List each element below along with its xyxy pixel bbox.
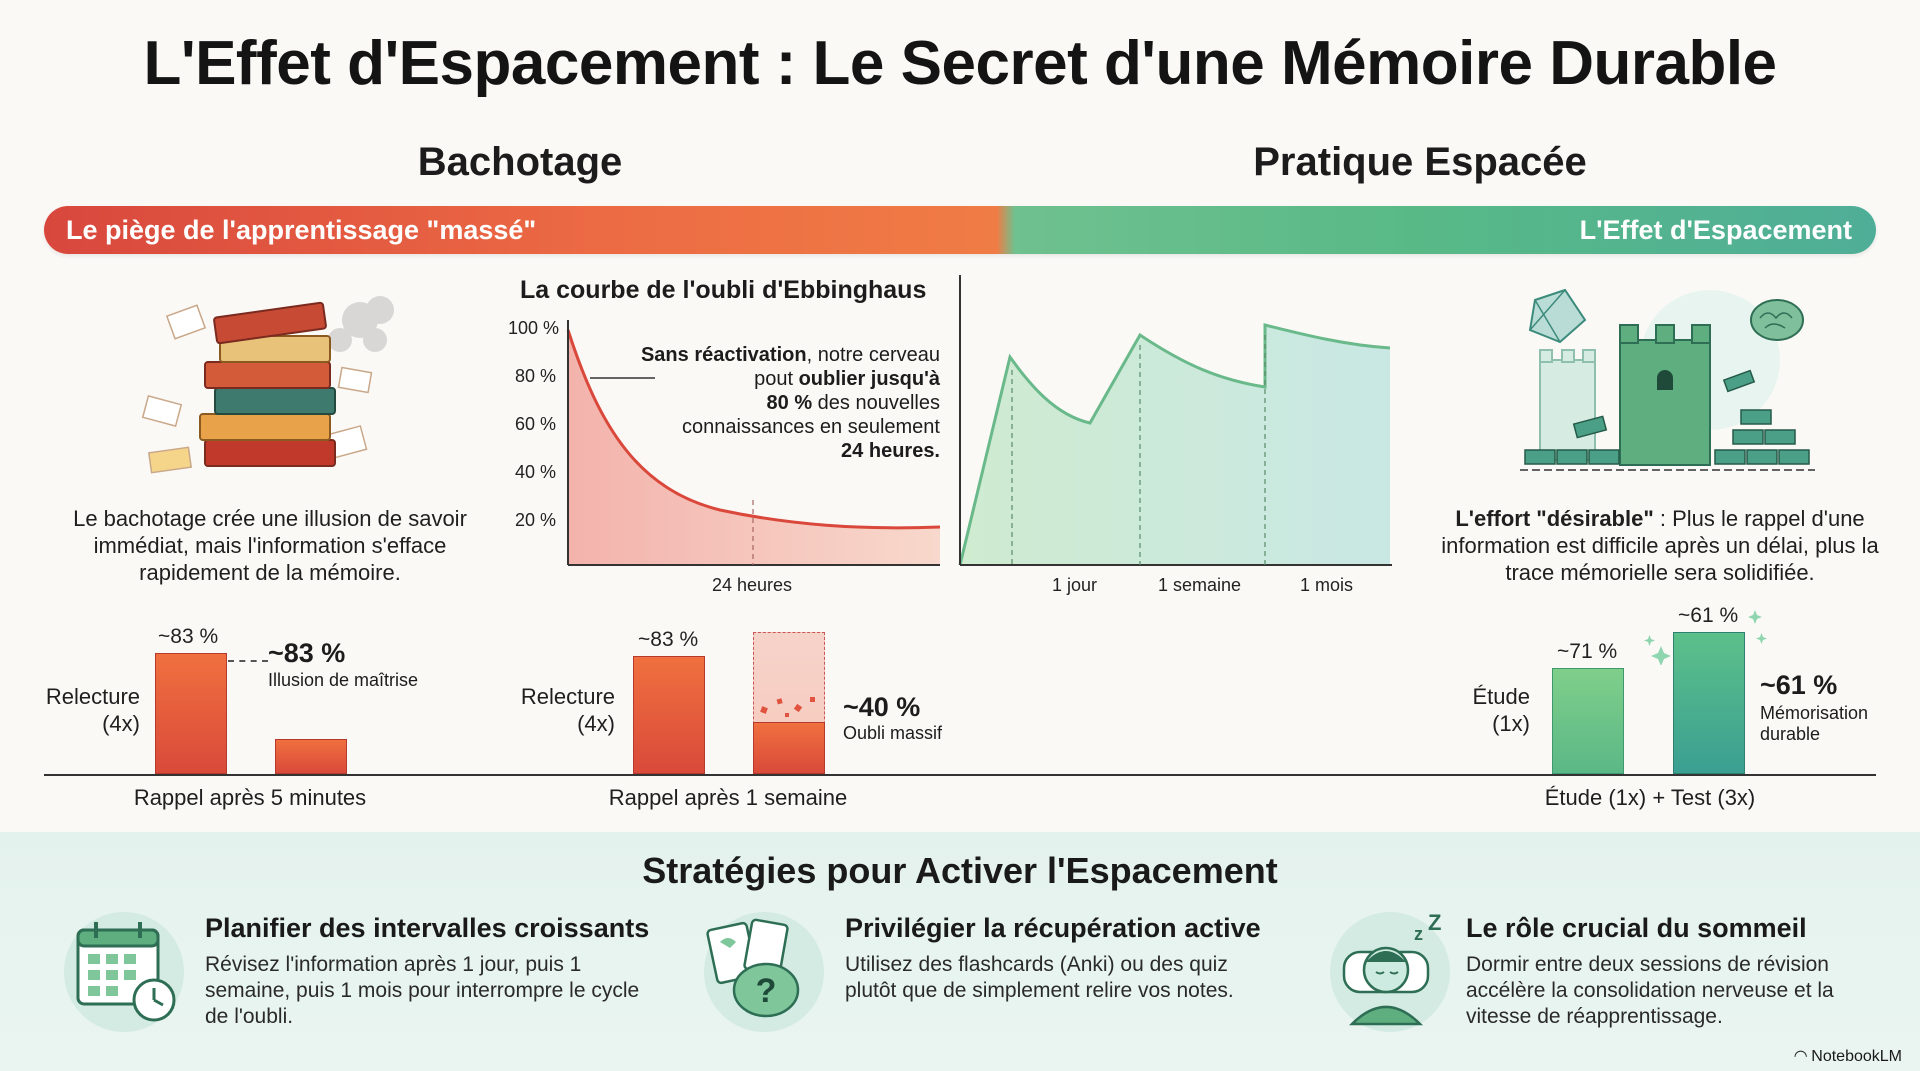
group2-bar-recall bbox=[753, 722, 825, 774]
strategy-1-title: Planifier des intervalles croissants bbox=[205, 913, 650, 943]
sleeping-person-icon bbox=[1330, 912, 1450, 1032]
note-bold-1: Sans réactivation bbox=[640, 344, 807, 366]
effort-text: : Plus le rappel d'une information est difficile après un délai, plus la trace mémorielle sera solidifiée. bbox=[1441, 506, 1879, 585]
brand-label: NotebookLM bbox=[1811, 1048, 1902, 1065]
notebooklm-logo-icon: ◠ bbox=[1794, 1048, 1812, 1065]
y-tick-40: 40 % bbox=[515, 462, 557, 482]
strategy-3-title: Le rôle crucial du sommeil bbox=[1466, 913, 1807, 943]
svg-text:z: z bbox=[1414, 924, 1423, 944]
forgetting-note bbox=[640, 343, 940, 463]
group1-callout-line bbox=[228, 660, 268, 662]
note-text-1: , notre cerveau pout bbox=[754, 344, 940, 390]
group1-bar-recall bbox=[275, 739, 347, 774]
castle-brain-icon bbox=[1515, 280, 1825, 485]
group1-callout-note: Illusion de maîtrise bbox=[268, 670, 419, 690]
crumbling-fragments bbox=[755, 695, 825, 725]
group3-label-line1: Étude bbox=[1472, 684, 1530, 709]
svg-text:?: ? bbox=[755, 972, 777, 1010]
group3-callout-note-line2: durable bbox=[1760, 724, 1821, 744]
x-label-1-day: 1 jour bbox=[1052, 575, 1098, 595]
strategy-2-body: Utilisez des flashcards (Anki) ou des quiz plutôt que de simplement relire vos notes. bbox=[845, 953, 1234, 1002]
comparison-banner bbox=[44, 206, 1876, 254]
cramming-caption: Le bachotage crée une illusion de savoir immédiat, mais l'information s'efface rapidement de la mémoire. bbox=[73, 506, 467, 585]
note-text-3: des nouvelles connaissances en seulement bbox=[682, 392, 940, 438]
strategy-2-title: Privilégier la récupération active bbox=[845, 913, 1261, 943]
group1-baseline-label: Rappel après 5 minutes bbox=[133, 785, 367, 810]
effort-bold: L'effort "désirable" bbox=[1455, 506, 1654, 531]
group3-callout-note-line1: Mémorisation bbox=[1760, 703, 1869, 723]
banner-right-label: L'Effet d'Espacement bbox=[1579, 215, 1852, 245]
y-tick-100: 100 % bbox=[508, 318, 560, 338]
group1-label-line2: (4x) bbox=[102, 711, 140, 736]
group3-label bbox=[1430, 683, 1530, 737]
column-heading-spaced: Pratique Espacée bbox=[1253, 140, 1587, 184]
group3-baseline-label: Étude (1x) + Test (3x) bbox=[1544, 785, 1756, 810]
group1-label bbox=[40, 683, 140, 737]
group3-label-line2: (1x) bbox=[1492, 711, 1530, 736]
svg-text:Z: Z bbox=[1428, 912, 1442, 935]
group3-callout-value: ~61 % bbox=[1760, 670, 1838, 700]
x-label-1-month: 1 mois bbox=[1300, 575, 1354, 595]
desirable-effort-caption bbox=[1440, 505, 1880, 586]
group1-bar-reread bbox=[155, 653, 227, 774]
group3-bar1-value: ~71 % bbox=[1557, 640, 1618, 663]
group1-callout-value: ~83 % bbox=[268, 638, 346, 668]
group2-bar-reread bbox=[633, 656, 705, 774]
y-tick-80: 80 % bbox=[515, 366, 557, 386]
y-tick-20: 20 % bbox=[515, 510, 557, 530]
group2-callout-note: Oubli massif bbox=[843, 723, 943, 743]
group1-label-line1: Relecture bbox=[45, 684, 140, 709]
group2-label-line1: Relecture bbox=[520, 684, 615, 709]
column-heading-cramming: Bachotage bbox=[417, 140, 623, 184]
brain-question-icon bbox=[704, 912, 824, 1032]
sparkle-icon bbox=[1640, 605, 1770, 665]
book-stack-icon bbox=[130, 280, 410, 485]
x-label-1-week: 1 semaine bbox=[1158, 575, 1242, 595]
group1-bar-value: ~83 % bbox=[158, 625, 219, 648]
note-bold-2: oublier jusqu'à bbox=[798, 368, 940, 390]
note-bold-4: 24 heures. bbox=[841, 440, 940, 462]
group2-baseline-label: Rappel après 1 semaine bbox=[608, 785, 848, 810]
forgetting-chart-title: La courbe de l'oubli d'Ebbinghaus bbox=[520, 276, 927, 304]
spaced-repetition-curve bbox=[955, 275, 1395, 570]
page-title: L'Effet d'Espacement : Le Secret d'une Mémoire Durable bbox=[143, 29, 1777, 98]
group2-label bbox=[515, 683, 615, 737]
group2-callout-value: ~40 % bbox=[843, 692, 921, 722]
y-tick-60: 60 % bbox=[515, 414, 557, 434]
bar-baseline bbox=[44, 774, 1876, 776]
note-bold-3: 80 % bbox=[766, 392, 813, 414]
strategy-3-body: Dormir entre deux sessions de révision accélère la consolidation nerveuse et la vitesse de réapprentissage. bbox=[1466, 953, 1834, 1028]
brand-watermark bbox=[1795, 1046, 1902, 1066]
group3-bar2-value: ~61 % bbox=[1678, 604, 1739, 627]
group2-bar-value: ~83 % bbox=[638, 628, 699, 651]
strategies-title: Stratégies pour Activer l'Espacement bbox=[642, 850, 1278, 891]
strategy-1-body: Révisez l'information après 1 jour, puis 1 semaine, puis 1 mois pour interrompre le cycle de l'oubli. bbox=[205, 953, 640, 1028]
group3-callout-note bbox=[1760, 703, 1868, 745]
group3-bar-study bbox=[1552, 668, 1624, 774]
banner-left-label: Le piège de l'apprentissage "massé" bbox=[66, 215, 537, 245]
group2-label-line2: (4x) bbox=[577, 711, 615, 736]
x-label-24h: 24 heures bbox=[712, 575, 793, 595]
calendar-clock-icon bbox=[64, 912, 184, 1032]
